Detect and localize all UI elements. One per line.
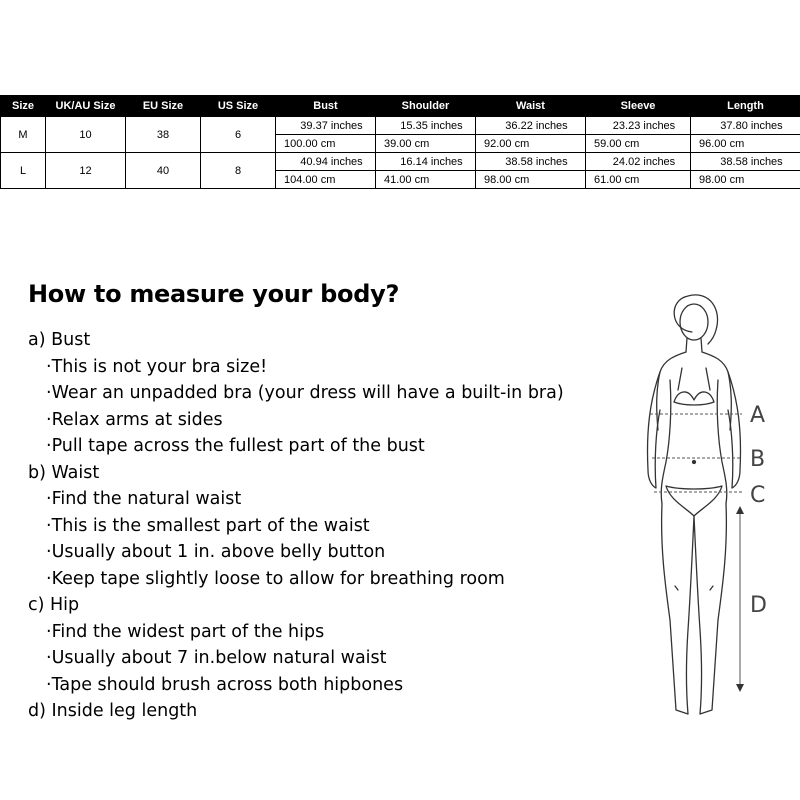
- waist-cm-cell: 92.00 cm: [476, 135, 586, 153]
- arrow-up-icon: [736, 506, 744, 514]
- shoulder-inches-cell: 16.14 inches: [376, 153, 476, 171]
- belly-button: [693, 461, 696, 464]
- instruction-item: ·This is not your bra size!: [46, 356, 268, 377]
- waist-cm-cell: 98.00 cm: [476, 171, 586, 189]
- uk-au-size-cell: 12: [46, 153, 126, 189]
- length-inches-cell: 38.58 inches: [691, 153, 800, 171]
- bust-inches-cell: 39.37 inches: [276, 117, 376, 135]
- sleeve-inches-cell: 23.23 inches: [586, 117, 691, 135]
- label-b: B: [750, 447, 766, 472]
- instruction-item: ·Find the widest part of the hips: [46, 621, 325, 642]
- instruction-item: ·This is the smallest part of the waist: [46, 515, 370, 536]
- length-cm-cell: 98.00 cm: [691, 171, 800, 189]
- body-measurement-figure: [630, 290, 780, 730]
- header-waist: Waist: [476, 96, 586, 117]
- section-heading-bust: a) Bust: [28, 330, 91, 350]
- table-row: [1, 117, 800, 135]
- knee-marks: [675, 586, 713, 590]
- eu-size-cell: 40: [126, 153, 201, 189]
- instruction-item: ·Usually about 7 in.below natural waist: [46, 648, 387, 668]
- size-chart-table: [0, 95, 800, 189]
- sleeve-cm-cell: 61.00 cm: [586, 171, 691, 189]
- waist-inches-cell: 38.58 inches: [476, 153, 586, 171]
- bust-cm-cell: 104.00 cm: [276, 171, 376, 189]
- bust-inches-cell: 40.94 inches: [276, 153, 376, 171]
- sleeve-cm-cell: 59.00 cm: [586, 135, 691, 153]
- header-length: Length: [691, 96, 800, 117]
- length-cm-cell: 96.00 cm: [691, 135, 800, 153]
- header-eu-size: EU Size: [126, 96, 201, 117]
- instruction-item: ·Tape should brush across both hipbones: [46, 674, 404, 695]
- us-size-cell: 8: [201, 153, 276, 189]
- head-outline: [680, 304, 708, 340]
- uk-au-size-cell: 10: [46, 117, 126, 153]
- section-heading-hip: c) Hip: [28, 595, 80, 615]
- shoulder-inches-cell: 15.35 inches: [376, 117, 476, 135]
- header-us-size: US Size: [201, 96, 276, 117]
- waist-inches-cell: 36.22 inches: [476, 117, 586, 135]
- size-cell: L: [1, 153, 46, 189]
- header-bust: Bust: [276, 96, 376, 117]
- instruction-item: ·Usually about 1 in. above belly button: [46, 542, 386, 562]
- instruction-item: ·Pull tape across the fullest part of the bust: [46, 436, 425, 456]
- shoulder-cm-cell: 41.00 cm: [376, 171, 476, 189]
- header-sleeve: Sleeve: [586, 96, 691, 117]
- label-c: C: [750, 483, 766, 508]
- sleeve-inches-cell: 24.02 inches: [586, 153, 691, 171]
- header-size: Size: [1, 96, 46, 117]
- guide-title: How to measure your body?: [28, 280, 400, 308]
- legs-outline: [662, 504, 727, 714]
- length-inches-cell: 37.80 inches: [691, 117, 800, 135]
- bust-cm-cell: 100.00 cm: [276, 135, 376, 153]
- shoulder-cm-cell: 39.00 cm: [376, 135, 476, 153]
- section-heading-inside-leg: d) Inside leg length: [28, 701, 198, 721]
- instruction-item: ·Find the natural waist: [46, 489, 242, 509]
- table-row: [1, 153, 800, 171]
- bra-outline: [674, 368, 714, 405]
- header-shoulder: Shoulder: [376, 96, 476, 117]
- size-cell: M: [1, 117, 46, 153]
- us-size-cell: 6: [201, 117, 276, 153]
- table-header-row: [1, 96, 800, 117]
- briefs-outline: [666, 486, 722, 516]
- section-heading-waist: b) Waist: [28, 462, 100, 483]
- instruction-item: ·Wear an unpadded bra (your dress will have a built-in bra): [46, 383, 564, 403]
- label-a: A: [750, 403, 766, 428]
- instruction-item: ·Relax arms at sides: [46, 409, 223, 430]
- arrow-down-icon: [736, 684, 744, 692]
- header-uk-au-size: UK/AU Size: [46, 96, 126, 117]
- label-d: D: [750, 593, 767, 618]
- torso-outline: [657, 352, 732, 504]
- measurement-instructions: [28, 329, 564, 727]
- eu-size-cell: 38: [126, 117, 201, 153]
- instruction-item: ·Keep tape slightly loose to allow for breathing room: [46, 568, 505, 589]
